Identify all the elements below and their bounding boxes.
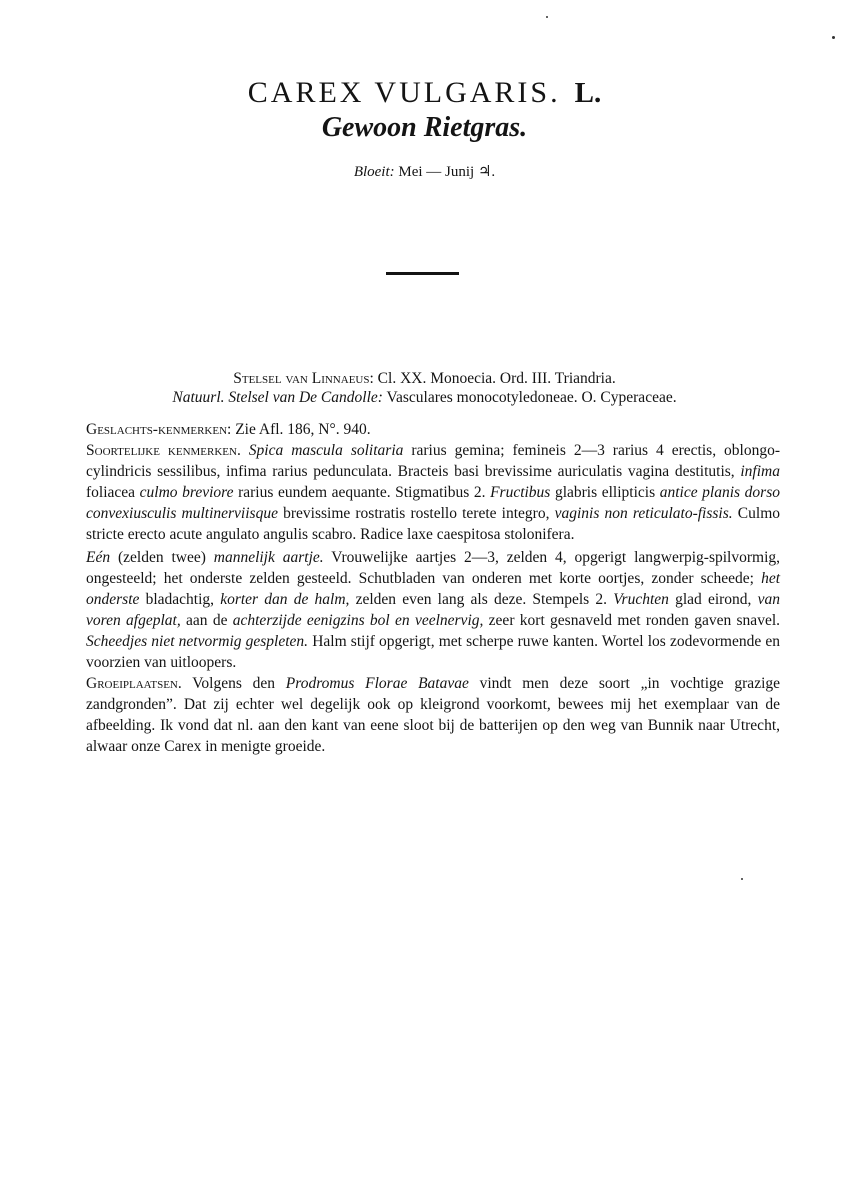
species-characteristics	[86, 441, 780, 546]
text-run: zeer kort gesnaveld met ronden gaven snavel.	[483, 612, 781, 630]
linnaeus-value: Cl. XX. Monoecia. Ord. III. Triandria.	[373, 370, 616, 387]
text-run: brevissime rostratis rostello terete integro,	[277, 504, 555, 522]
speck	[546, 16, 548, 18]
speck	[741, 878, 743, 880]
habitat-label: Groeiplaatsen.	[86, 674, 182, 692]
flowering-value: Mei — Junij ♃.	[394, 164, 496, 180]
text-run: vindt men deze soort „in vochtige grazige zandgronden”. Dat zij echter wel degelijk ook op kleigrond voorkomt, bewees mij het exemplaar van de afbeelding. Ik vond dat nl. aan den kant van eene sloot bij de batterijen op den weg van Bunnik naar Utrecht, alwaar onze Carex in menigte groeide.	[86, 674, 781, 755]
habitat-paragraph	[86, 674, 780, 758]
text-run: achterzijde eenigzins bol en veelnervig,	[232, 612, 484, 630]
species-title	[0, 76, 849, 110]
text-run: Volgens den	[181, 674, 286, 692]
speck	[832, 36, 835, 39]
text-run: zelden even lang als deze. Stempels 2.	[349, 591, 614, 609]
text-run: Vruchten	[613, 591, 669, 609]
dutch-name: Gewoon Rietgras.	[321, 112, 528, 143]
flowering-label: Bloeit:	[353, 164, 395, 180]
candolle-system-line	[0, 389, 849, 407]
linnaeus-system-line	[0, 370, 849, 388]
text-run: Prodromus Florae Batavae	[285, 674, 469, 692]
text-run: Vrouwelijke aartjes 2—3, zelden 4, opgerigt langwerpig-spilvormig, ongesteeld; het onderste zelden gesteeld. Schutbladen van onderen met korte oortjes, zonder scheede;	[86, 549, 780, 588]
text-run: rarius gemina; femineis 2—3 rarius 4 erectis, oblongo-cylindricis sessilibus, infima rarius pedunculata. Bracteis basi brevissime auriculatis vagina destitutis,	[86, 441, 781, 480]
text-run: aan de	[180, 612, 233, 630]
candolle-value: Vasculares monocotyledoneae. O. Cyperaceae.	[382, 389, 677, 406]
text-run: bladachtig,	[139, 591, 221, 609]
flowering-line	[0, 162, 849, 181]
genus-text: Zie Afl. 186, N°. 940.	[231, 421, 371, 438]
text-run: antice planis dorso convexiusculis multinerviisque	[86, 483, 780, 522]
text-run: Spica mascula solitaria	[240, 441, 404, 459]
text-run: rarius eundem aequante. Stigmatibus 2.	[233, 483, 491, 501]
text-run: Eén	[86, 549, 111, 567]
text-run: Scheedjes niet netvormig gespleten.	[86, 633, 309, 651]
text-run: Halm stijf opgerigt, met scherpe ruwe kanten. Wortel los zodevormende en voorzien van uitloopers.	[86, 633, 781, 671]
text-run: culmo breviore	[139, 483, 234, 501]
latin-name: CAREX VULGARIS.	[247, 76, 561, 109]
text-run: Culmo stricte erecto acute angulato angulis scabro. Radice laxe caespitosa stolonifera.	[86, 504, 780, 543]
genus-characteristics	[86, 420, 780, 441]
text-run: van voren afgeplat,	[86, 591, 780, 630]
linnaeus-label: Stelsel van Linnaeus:	[233, 370, 374, 387]
text-run: foliacea	[86, 483, 140, 501]
text-run: infima	[740, 462, 780, 480]
text-run: mannelijk aartje.	[213, 549, 324, 567]
species-label: Soortelijke kenmerken.	[86, 441, 241, 459]
text-run: glabris ellipticis	[550, 483, 660, 501]
text-run: glad eirond,	[668, 591, 758, 609]
text-run: korter dan de halm,	[220, 591, 350, 609]
author-abbreviation: L.	[574, 77, 602, 109]
text-run: het onderste	[86, 570, 780, 609]
text-run: Fructibus	[490, 483, 551, 501]
text-run: vaginis non reticulato-fissis.	[554, 504, 733, 522]
description-body	[86, 420, 780, 758]
dutch-description	[86, 548, 780, 673]
genus-label: Geslachts-kenmerken:	[86, 421, 232, 438]
candolle-label: Natuurl. Stelsel van De Candolle:	[172, 389, 383, 406]
text-run: (zelden twee)	[110, 549, 214, 567]
title-rule	[386, 272, 459, 275]
